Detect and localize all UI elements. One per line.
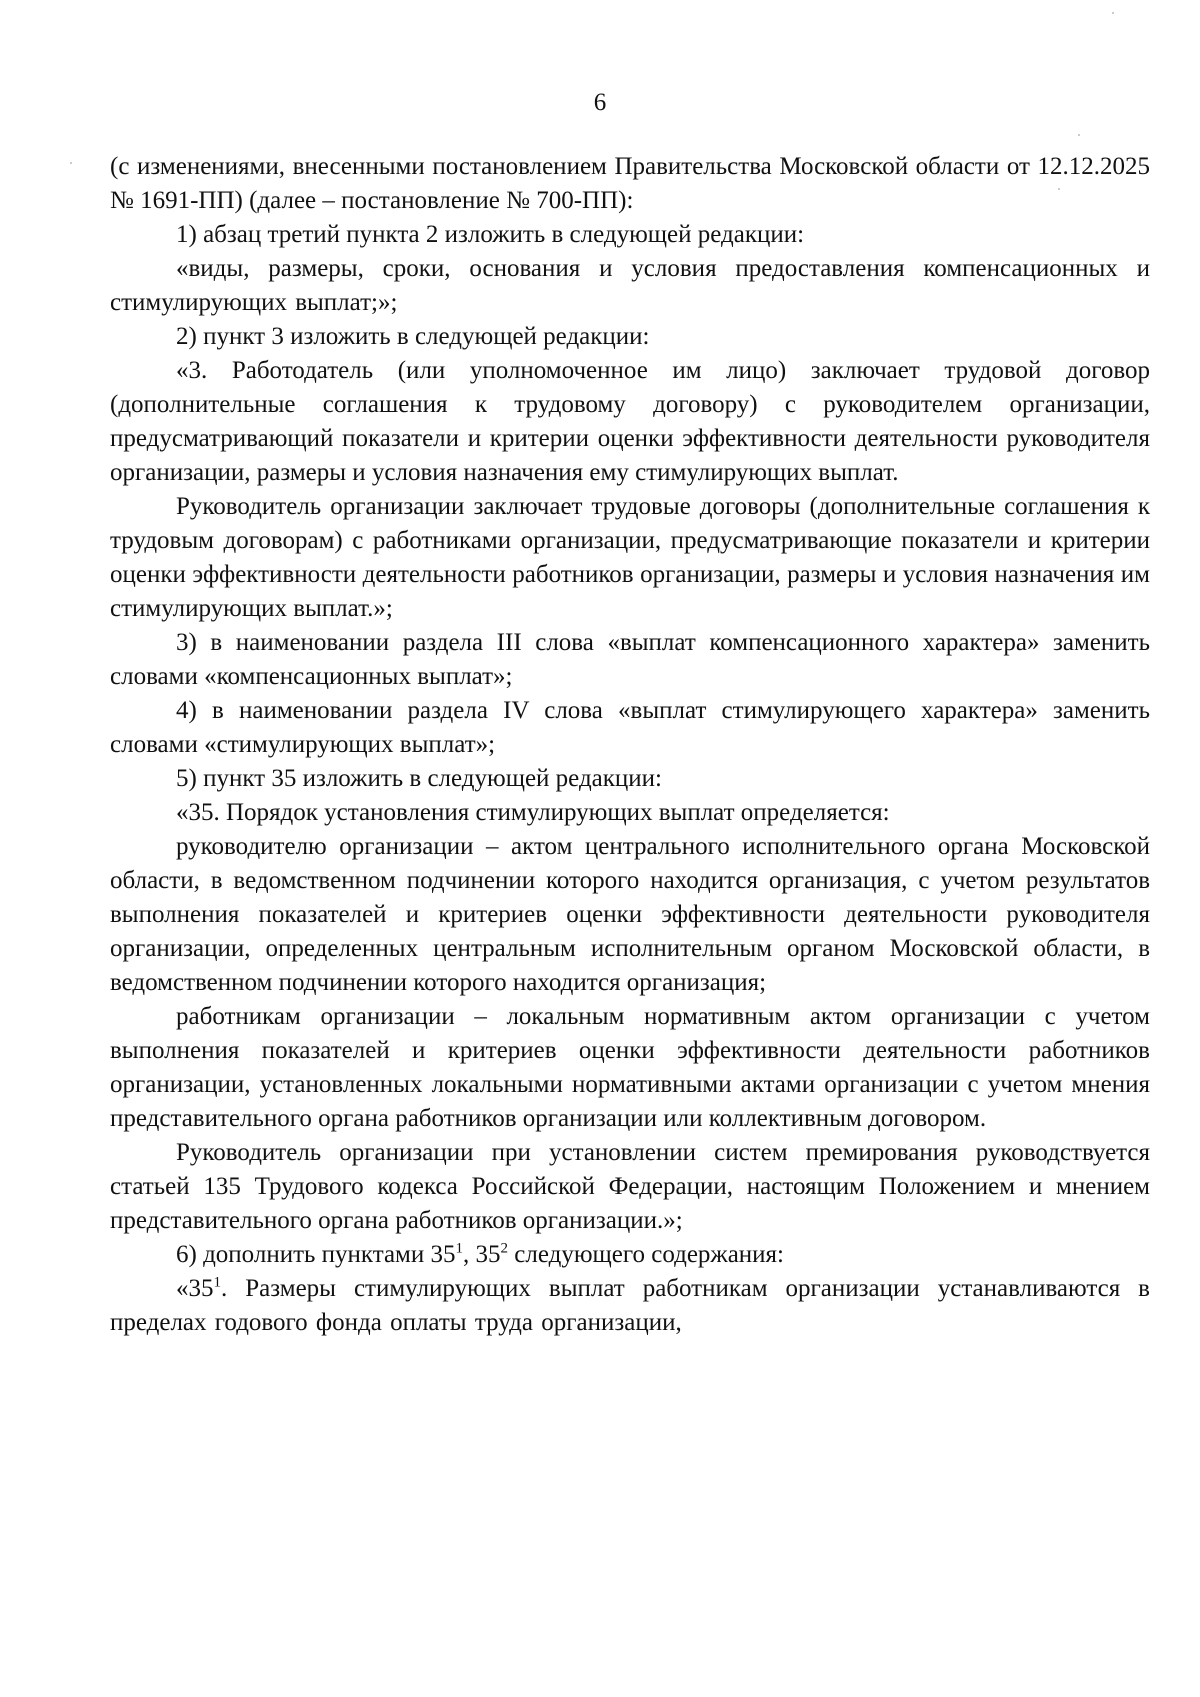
quote-35-1-superscript: 1: [213, 1274, 221, 1291]
quote-35-1-prefix: «35: [176, 1275, 214, 1302]
page-number: 6: [593, 89, 607, 116]
paragraph-quote-35-1: [110, 1272, 1150, 1340]
item-6-superscript-1: 1: [455, 1240, 464, 1257]
item-6-middle: , 35: [463, 1241, 501, 1268]
scan-speck: [1078, 134, 1080, 136]
document-body: [110, 150, 1150, 1340]
paragraph-manager-contracts: Руководитель организации заключает трудовые договоры (дополнительные соглашения к трудовым договорам) с работниками организации, предусматривающие показатели и критерии оценки эффективности деятельности работников организации, размеры и условия назначения им стимулирующих выплат.»;: [110, 493, 1150, 622]
paragraph-quote-3: «3. Работодатель (или уполномоченное им лицо) заключает трудовой договор (дополнительные соглашения к трудовому договору) с руководителем организации, предусматривающий показатели и критерии оценки эффективности деятельности руководителя организации, размеры и условия назначения ему стимулирующих выплат.: [110, 357, 1150, 486]
item-6-superscript-2: 2: [500, 1240, 509, 1257]
quote-35-1-text: . Размеры стимулирующих выплат работникам организации устанавливаются в пределах годового фонда оплаты труда организации,: [110, 1275, 1150, 1336]
paragraph-workers-bonus: работникам организации – локальным нормативным актом организации с учетом выполнения показателей и критериев оценки эффективности деятельности работников организации, установленных локальными нормативными актами организации с учетом мнения представительного органа работников организации или коллективным договором.: [110, 1003, 1150, 1132]
paragraph-quote-1: «виды, размеры, сроки, основания и условия предоставления компенсационных и стимулирующих выплат;»;: [110, 255, 1150, 316]
paragraph-item-4: 4) в наименовании раздела IV слова «выплат стимулирующего характера» заменить словами «стимулирующих выплат»;: [110, 697, 1150, 758]
paragraph-item-2: 2) пункт 3 изложить в следующей редакции:: [176, 323, 650, 350]
paragraph-intro: (с изменениями, внесенными постановлением Правительства Московской области от 12.12.2025 № 1691-ПП) (далее – постановление № 700-ПП):: [110, 153, 1150, 214]
paragraph-item-1: 1) абзац третий пункта 2 изложить в следующей редакции:: [176, 221, 805, 248]
paragraph-quote-35: «35. Порядок установления стимулирующих выплат определяется:: [176, 799, 890, 826]
scan-speck: [1112, 12, 1114, 14]
paragraph-manager-bonus: руководителю организации – актом центрального исполнительного органа Московской области, в ведомственном подчинении которого находится организация, с учетом результатов выполнения показателей и критериев оценки эффективности деятельности руководителя организации, определенных центральным исполнительным органом Московской области, в ведомственном подчинении которого находится организация;: [110, 833, 1150, 996]
item-6-suffix: следующего содержания:: [508, 1241, 784, 1268]
scan-speck: [70, 162, 72, 164]
paragraph-item-6: [110, 1238, 1150, 1272]
item-6-prefix: 6) дополнить пунктами 35: [176, 1241, 456, 1268]
paragraph-item-3: 3) в наименовании раздела III слова «выплат компенсационного характера» заменить словами «компенсационных выплат»;: [110, 629, 1150, 690]
paragraph-premium-systems: Руководитель организации при установлении систем премирования руководствуется статьей 135 Трудового кодекса Российской Федерации, настоящим Положением и мнением представительного органа работников организации.»;: [110, 1139, 1150, 1234]
paragraph-item-5: 5) пункт 35 изложить в следующей редакции:: [176, 765, 662, 792]
